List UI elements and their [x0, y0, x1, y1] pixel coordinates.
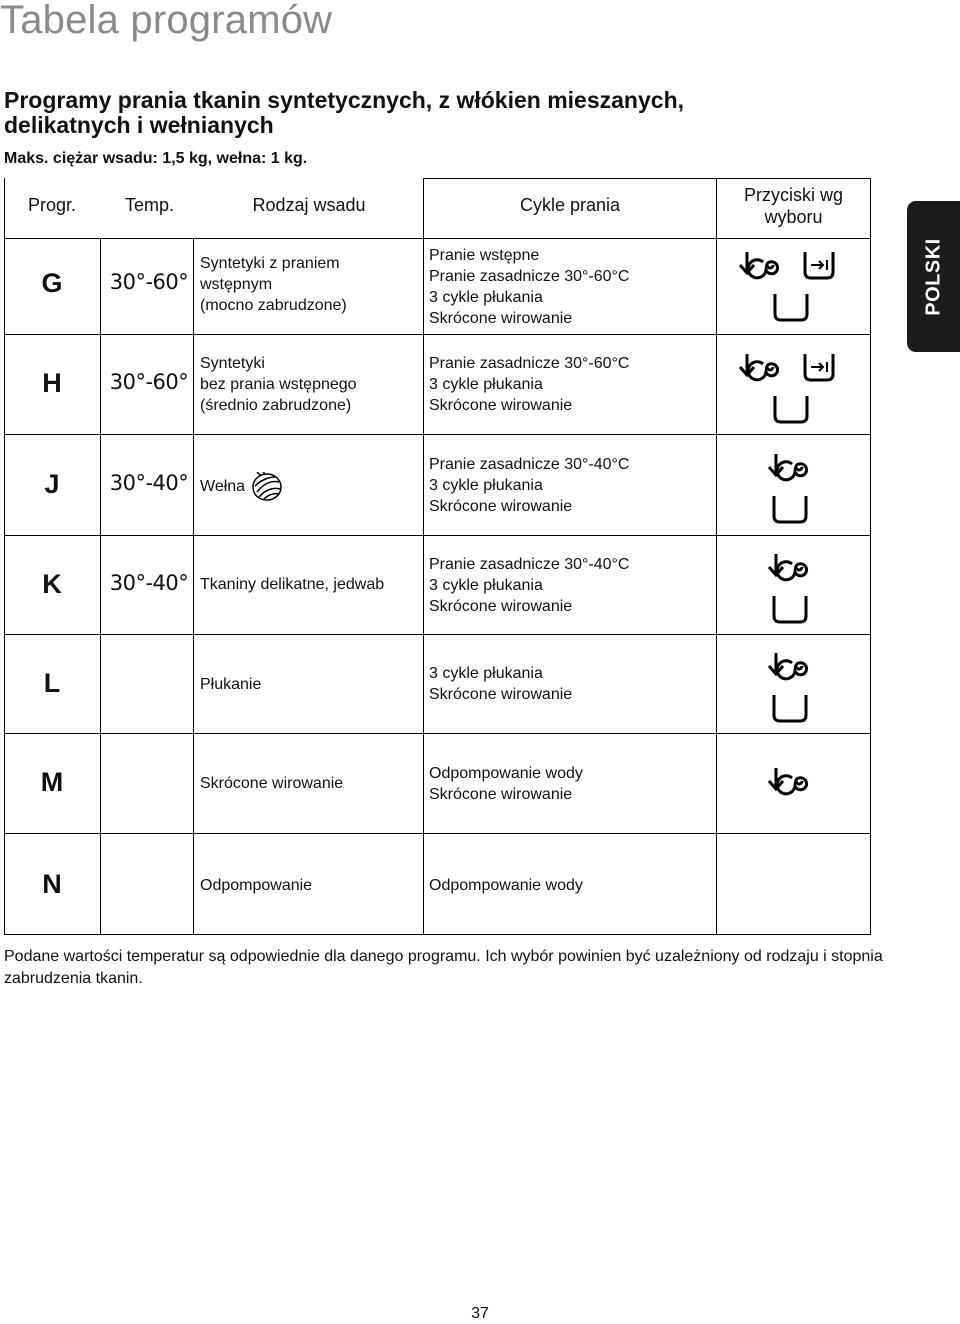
rinse-hold-icon: [805, 354, 833, 380]
load-line: Tkaniny delikatne, jedwab: [200, 576, 385, 593]
option-buttons: [764, 649, 884, 729]
option-buttons: [764, 764, 884, 801]
program-code: G: [41, 268, 63, 298]
drain-spin-icon: [769, 454, 807, 480]
footnote: Podane wartości temperatur są odpowiednie dla danego programu. Ich wybór powinien być uzależniony od rodzaju i stopnia zabrudzenia tkanin.: [4, 948, 883, 987]
table-border-bottom: [4, 934, 871, 935]
option-buttons: [735, 248, 855, 328]
wash-cycles: [429, 875, 583, 896]
header-cycles: Cykle prania: [519, 195, 621, 215]
drain-spin-icon: [769, 554, 807, 580]
wash-cycles: [429, 763, 583, 805]
cycle-line: Odpompowanie wody: [429, 877, 583, 894]
wash-cycles: [429, 454, 629, 517]
page-title: Tabela programów: [0, 0, 333, 42]
language-tab-label: POLSKI: [922, 237, 944, 316]
load-type: [200, 875, 312, 896]
row-divider: [4, 535, 871, 536]
load-line: Syntetyki: [200, 355, 265, 372]
header-options: Przyciski wg wyboru: [743, 185, 843, 227]
option-buttons: [764, 450, 884, 530]
rinse-hold-icon: [774, 496, 806, 522]
rinse-hold-icon: [805, 252, 833, 278]
load-type: [200, 472, 283, 502]
load-line: bez prania wstępnego: [200, 376, 357, 393]
program-code: N: [42, 869, 62, 899]
row-divider: [4, 238, 871, 239]
rinse-hold-icon: [774, 695, 806, 721]
table-border-top: [423, 178, 871, 179]
cycle-line: Skrócone wirowanie: [429, 310, 573, 327]
cycle-line: Pranie wstępne: [429, 247, 540, 264]
row-divider: [4, 733, 871, 734]
load-type: [200, 253, 347, 316]
program-code: K: [42, 569, 62, 599]
load-line: wstępnym: [200, 276, 273, 293]
row-divider: [4, 334, 871, 335]
program-code: M: [40, 767, 64, 797]
drain-spin-icon: [740, 252, 778, 278]
cycle-line: 3 cykle płukania: [429, 577, 543, 594]
cycle-line: 3 cykle płukania: [429, 376, 543, 393]
extra-rinse-icon: [775, 294, 807, 320]
load-line: Wełna: [200, 478, 246, 496]
cycle-line: Skrócone wirowanie: [429, 786, 573, 803]
program-code: H: [42, 368, 62, 398]
wash-cycles: [429, 245, 629, 329]
page-number: 37: [471, 1305, 489, 1322]
cycle-line: Skrócone wirowanie: [429, 397, 573, 414]
row-divider: [4, 634, 871, 635]
drain-spin-icon: [740, 354, 778, 380]
row-divider: [4, 833, 871, 834]
load-type: [200, 574, 384, 595]
temperature-range: 30°-60°: [109, 270, 189, 294]
load-type: [200, 674, 261, 695]
table-divider: [193, 238, 194, 935]
cycle-line: 3 cykle płukania: [429, 665, 543, 682]
wash-cycles: [429, 554, 629, 617]
cycle-line: Pranie zasadnicze 30°-40°C: [429, 456, 630, 473]
temperature-range: 30°-60°: [109, 370, 189, 394]
temperature-range: 30°-40°: [109, 571, 189, 595]
load-line: Skrócone wirowanie: [200, 775, 344, 792]
load-line: (średnio zabrudzone): [200, 397, 352, 414]
option-buttons: [764, 550, 884, 630]
cycle-line: Pranie zasadnicze 30°-40°C: [429, 556, 630, 573]
program-code: J: [44, 469, 60, 499]
drain-spin-icon: [769, 768, 807, 794]
table-divider: [100, 238, 101, 935]
table-divider: [423, 178, 424, 935]
program-code: L: [43, 668, 61, 698]
temperature-range: 30°-40°: [109, 471, 189, 495]
wash-cycles: [429, 663, 572, 705]
max-load-note: Maks. ciężar wsadu: 1,5 kg, wełna: 1 kg.: [4, 150, 308, 167]
cycle-line: 3 cykle płukania: [429, 289, 543, 306]
cycle-line: Skrócone wirowanie: [429, 598, 573, 615]
header-prog: Progr.: [27, 195, 77, 215]
language-tab: [907, 201, 960, 352]
load-line: (mocno zabrudzone): [200, 297, 347, 314]
load-type: [200, 773, 343, 794]
drain-spin-icon: [769, 653, 807, 679]
cycle-line: Skrócone wirowanie: [429, 686, 573, 703]
section-heading: Programy prania tkanin syntetycznych, z włókien mieszanych, delikatnych i wełnianych: [4, 87, 685, 138]
wash-cycles: [429, 353, 629, 416]
cycle-line: 3 cykle płukania: [429, 477, 543, 494]
cycle-line: Skrócone wirowanie: [429, 498, 573, 515]
header-load: Rodzaj wsadu: [252, 195, 366, 215]
load-type: [200, 353, 357, 416]
rinse-hold-icon: [774, 596, 806, 622]
row-divider: [4, 434, 871, 435]
load-line: Syntetyki z praniem: [200, 255, 340, 272]
cycle-line: Odpompowanie wody: [429, 765, 583, 782]
load-line: Płukanie: [200, 676, 262, 693]
extra-rinse-icon: [775, 396, 807, 422]
cycle-line: Pranie zasadnicze 30°-60°C: [429, 355, 630, 372]
header-temp: Temp.: [124, 195, 175, 215]
option-buttons: [735, 350, 855, 430]
table-divider: [716, 178, 717, 935]
load-line: Odpompowanie: [200, 877, 313, 894]
cycle-line: Pranie zasadnicze 30°-60°C: [429, 268, 630, 285]
wool-icon: [251, 472, 283, 502]
